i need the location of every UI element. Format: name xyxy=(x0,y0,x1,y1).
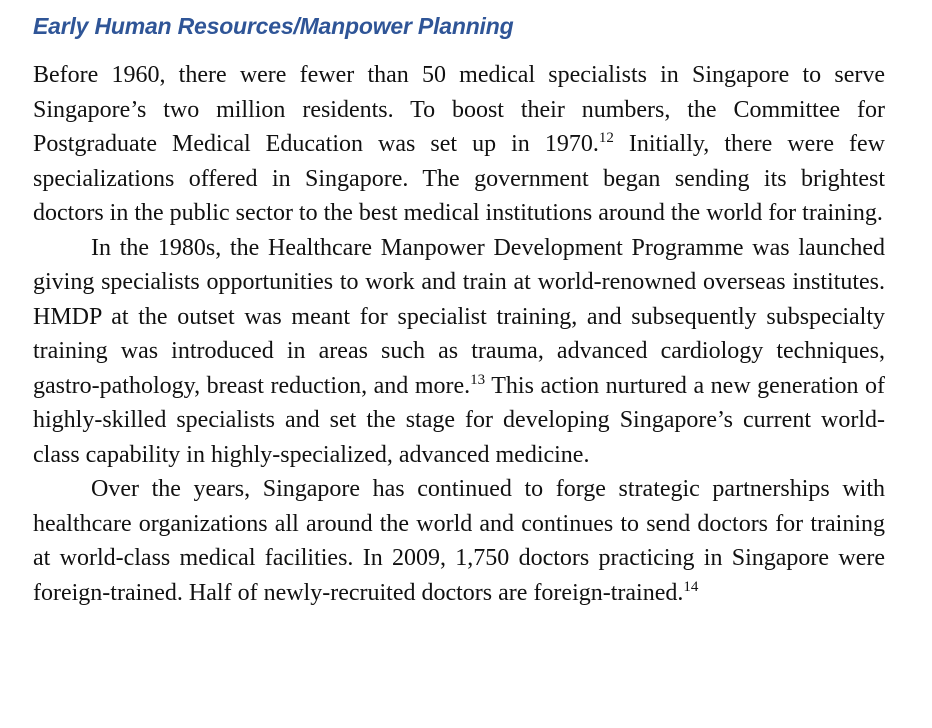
footnote-marker: 13 xyxy=(470,371,486,388)
paragraph-1 xyxy=(33,58,885,231)
paragraph-text-continued: Initially, there were few specializations offered in Singapore. The government began sending its brightest doctors in the public sector to the best medical institutions around the world for training. xyxy=(33,131,885,226)
footnote-marker: 12 xyxy=(598,130,614,146)
paragraph-2 xyxy=(33,231,885,473)
paragraph-3 xyxy=(33,472,885,610)
document-page xyxy=(33,10,885,610)
paragraph-text: Over the years, Singapore has continued to forge strategic partnerships with healthcare organizations all around the world and continues to send doctors for training at world-class medical facilities. In 2009, 1,750 doctors practicing in Singapore were foreign-trained. Half of newly-recruited doctors are foreign-trained. xyxy=(33,476,885,606)
paragraph-text-continued: This action nurtured a new generation of highly-skilled specialists and set the stage for developing Singapore’s current world-class capability in highly-specialized, advanced medicine. xyxy=(33,372,886,468)
footnote-marker: 14 xyxy=(683,578,699,595)
paragraph-text: In the 1980s, the Healthcare Manpower Development Programme was launched giving specialists opportunities to work and train at world-renowned overseas institutes. HMDP at the outset was meant for specialist training, and subsequently subspecialty training was introduced in areas such as trauma, advanced cardiology techniques, gastro-pathology, breast reduction, and more. xyxy=(33,234,885,399)
paragraph-text: Before 1960, there were fewer than 50 medical specialists in Singapore to serve Singapore’s two million residents. To boost their numbers, the Committee for Postgraduate Medical Education was set up in 1970. xyxy=(33,62,885,157)
section-heading: Early Human Resources/Manpower Planning xyxy=(33,13,514,39)
